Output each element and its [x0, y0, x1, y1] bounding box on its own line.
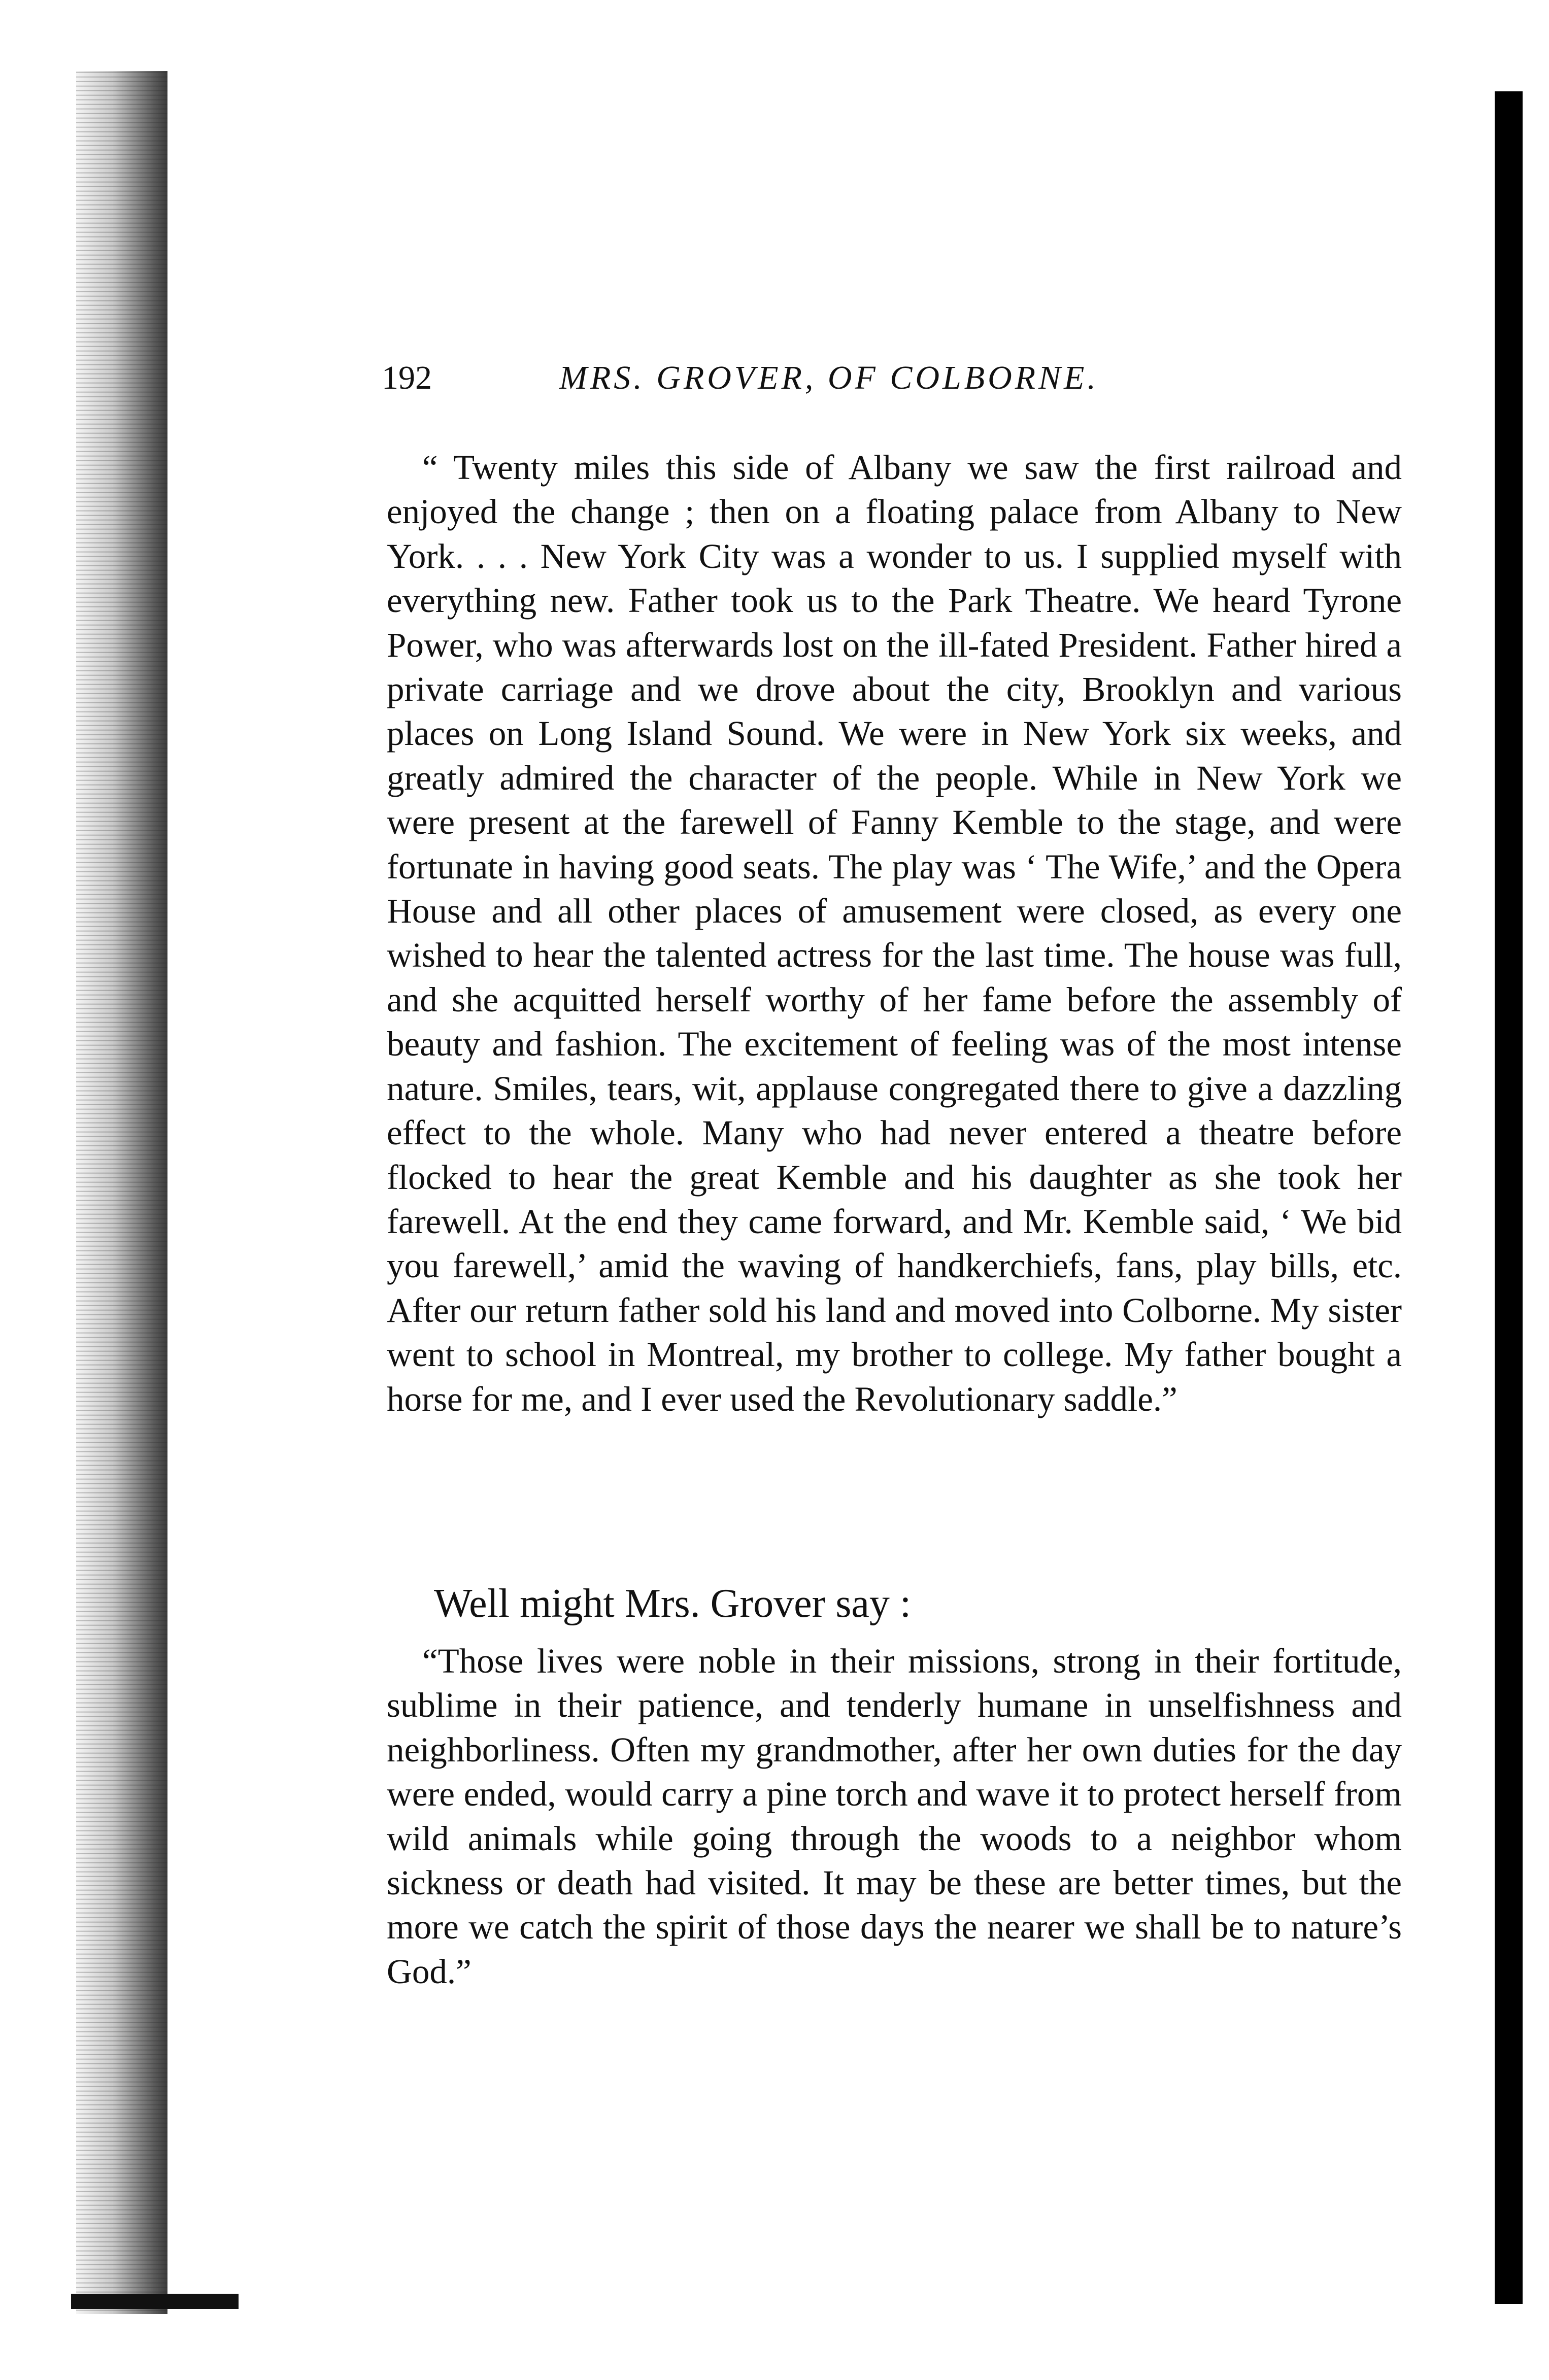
scanned-binding-shadow [71, 2294, 239, 2309]
subhead-line: Well might Mrs. Grover say : [434, 1581, 912, 1626]
page-number: 192 [382, 359, 432, 396]
scan-edge-bar [1495, 91, 1523, 2304]
paragraph-quote-1: “ Twenty miles this side of Albany we saw the first railroad and enjoyed the change ; then on a floating palace from Albany to New York. . . . New York City was a wonder to us. I supplied myself with everything new. Father took us to the Park Theatre. We heard Tyrone Power, who was afterwards lost on the ill-fated President. Father hired a private carriage and we drove about the city, Brooklyn and various places on Long Island Sound. We were in New York six weeks, and greatly admired the character of the people. While in New York we were present at the farewell of Fanny Kemble to the stage, and were fortunate in having good seats. The play was ‘ The Wife,’ and the Opera House and all other places of amusement were closed, as every one wished to hear the talented actress for the last time. The house was full, and she acquitted herself worthy of her fame before the assembly of beauty and fashion. The excitement of feeling was of the most intense nature. Smiles, tears, wit, applause congregated there to give a dazzling effect to the whole. Many who had never entered a theatre before flocked to hear the great Kemble and his daughter as she took her farewell. At the end they came forward, and Mr. Kemble said, ‘ We bid you farewell,’ amid the waving of handkerchiefs, fans, play bills, etc. After our return father sold his land and moved into Colborne. My sister went to school in Montreal, my brother to college. My father bought a horse for me, and I ever used the Revolutionary saddle.” [387, 448, 1402, 1418]
running-title: MRS. GROVER, OF COLBORNE. [559, 359, 1099, 396]
paragraph-quote-2: “Those lives were noble in their missions, strong in their fortitude, sublime in their patience, and tenderly humane in unselfishness and neighborliness. Often my grandmother, after her own duties for the day were ended, would carry a pine torch and wave it to protect herself from wild animals while going through the woods to a neighbor whom sickness or death had visited. It may be these are better times, but the more we catch the spirit of those days the nearer we shall be to nature’s God.” [387, 1642, 1402, 1991]
scanned-binding-edge [76, 71, 167, 2314]
page-header [382, 355, 1255, 401]
